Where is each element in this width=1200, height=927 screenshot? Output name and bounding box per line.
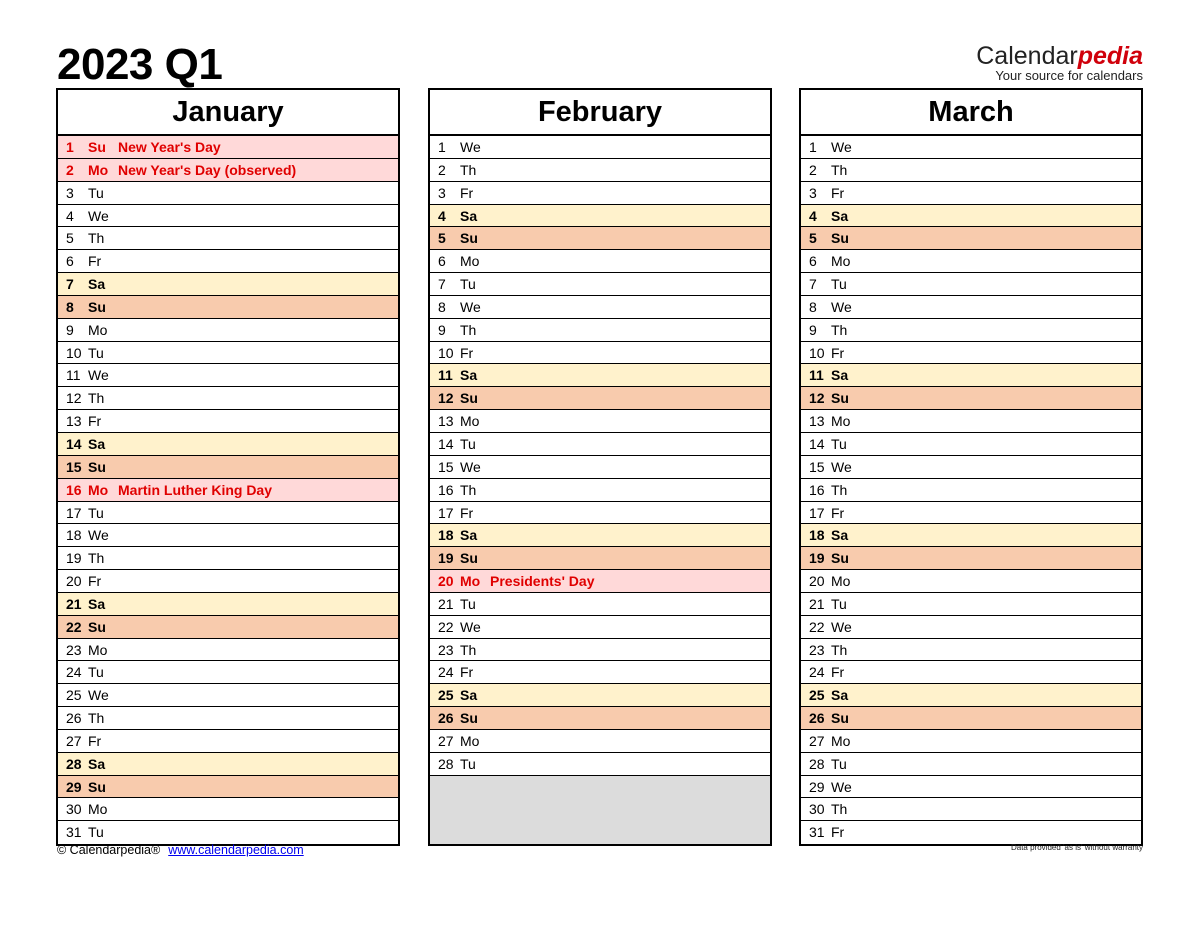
day-row: [801, 821, 1141, 844]
day-number: 8: [66, 298, 74, 315]
day-number: 22: [809, 618, 825, 635]
day-number: 28: [66, 755, 82, 772]
day-number: 26: [66, 710, 82, 727]
day-list: [430, 136, 770, 844]
month-title: February: [430, 90, 770, 136]
day-number: 11: [809, 367, 824, 384]
day-row: [801, 456, 1141, 479]
day-row: [430, 136, 770, 159]
day-row: [58, 433, 398, 456]
day-row: [58, 296, 398, 319]
day-number: 2: [809, 161, 817, 178]
weekday: Fr: [88, 732, 102, 749]
day-row: [430, 616, 770, 639]
day-number: 15: [66, 458, 82, 475]
day-number: 26: [809, 710, 825, 727]
day-row: [430, 524, 770, 547]
brand-logo: [976, 43, 1143, 83]
day-row: [801, 342, 1141, 365]
day-number: 14: [438, 435, 454, 452]
weekday: Su: [831, 390, 849, 407]
weekday: Fr: [460, 184, 474, 201]
weekday: Fr: [831, 344, 845, 361]
day-row: [430, 319, 770, 342]
day-number: 9: [438, 321, 446, 338]
day-number: 31: [809, 824, 825, 841]
day-row: [801, 502, 1141, 525]
day-row: [58, 684, 398, 707]
weekday: Mo: [460, 732, 480, 749]
day-row: [801, 798, 1141, 821]
day-number: 5: [66, 230, 74, 247]
day-number: 17: [66, 504, 82, 521]
day-number: 28: [438, 755, 454, 772]
day-number: 5: [438, 230, 446, 247]
month-january: [56, 88, 400, 846]
weekday: Su: [831, 230, 849, 247]
day-row: [430, 456, 770, 479]
weekday: Mo: [831, 253, 851, 270]
day-number: 4: [66, 207, 74, 224]
empty-days-block: [430, 776, 770, 845]
day-number: 4: [809, 207, 817, 224]
weekday: Fr: [831, 824, 845, 841]
weekday: Mo: [88, 801, 108, 818]
weekday: Fr: [831, 504, 845, 521]
weekday: Tu: [88, 504, 104, 521]
day-row: [430, 410, 770, 433]
day-number: 2: [66, 161, 74, 178]
day-row: [58, 342, 398, 365]
weekday: Su: [88, 778, 106, 795]
weekday: Su: [460, 710, 478, 727]
weekday: Tu: [460, 595, 476, 612]
weekday: Sa: [831, 527, 849, 544]
day-number: 4: [438, 207, 446, 224]
holiday-row: [58, 136, 398, 159]
day-number: 18: [438, 527, 454, 544]
weekday: Sa: [460, 687, 478, 704]
day-number: 11: [438, 367, 453, 384]
day-number: 23: [438, 641, 454, 658]
weekday: We: [460, 298, 481, 315]
day-number: 7: [809, 276, 817, 293]
day-list: [58, 136, 398, 844]
day-row: [58, 593, 398, 616]
weekday: We: [88, 687, 109, 704]
brand-tagline: Your source for calendars: [995, 68, 1143, 83]
weekday: Sa: [88, 755, 106, 772]
day-number: 26: [438, 710, 454, 727]
day-number: 1: [809, 139, 817, 155]
day-row: [430, 159, 770, 182]
day-row: [58, 502, 398, 525]
page-title: 2023 Q1: [57, 40, 223, 89]
day-list: [801, 136, 1141, 844]
day-row: [58, 707, 398, 730]
day-row: [58, 661, 398, 684]
day-row: [58, 387, 398, 410]
day-number: 23: [66, 641, 82, 658]
day-row: [801, 753, 1141, 776]
weekday: Mo: [88, 321, 108, 338]
day-row: [430, 502, 770, 525]
day-number: 11: [66, 367, 81, 384]
day-number: 13: [66, 413, 82, 430]
weekday: Sa: [88, 435, 106, 452]
day-row: [430, 250, 770, 273]
day-row: [58, 456, 398, 479]
weekday: Tu: [88, 664, 104, 681]
weekday: We: [88, 367, 109, 384]
day-row: [58, 639, 398, 662]
brand-name-a: Calendar: [976, 42, 1078, 70]
weekday: Th: [831, 641, 848, 658]
day-row: [801, 205, 1141, 228]
weekday: Th: [460, 161, 477, 178]
month-title: January: [58, 90, 398, 136]
day-number: 3: [438, 184, 446, 201]
day-row: [801, 273, 1141, 296]
weekday: Su: [460, 230, 478, 247]
day-number: 13: [809, 413, 825, 430]
day-number: 20: [66, 573, 82, 590]
day-row: [801, 639, 1141, 662]
day-number: 24: [809, 664, 825, 681]
weekday: Mo: [831, 573, 851, 590]
day-row: [801, 547, 1141, 570]
day-row: [801, 479, 1141, 502]
day-row: [430, 205, 770, 228]
weekday: Tu: [88, 344, 104, 361]
weekday: We: [831, 298, 852, 315]
day-row: [58, 273, 398, 296]
weekday: We: [460, 618, 481, 635]
month-march: [799, 88, 1143, 846]
day-row: [58, 616, 398, 639]
weekday: Th: [831, 161, 848, 178]
day-number: 24: [438, 664, 454, 681]
holiday-row: [58, 159, 398, 182]
day-row: [58, 547, 398, 570]
day-row: [801, 364, 1141, 387]
weekday: Fr: [831, 664, 845, 681]
weekday: Su: [88, 139, 106, 155]
weekday: Fr: [460, 664, 474, 681]
day-number: 21: [66, 595, 82, 612]
brand-name-b: pedia: [1077, 42, 1143, 70]
day-row: [58, 524, 398, 547]
holiday-name: New Year's Day (observed): [118, 161, 297, 178]
day-number: 16: [66, 481, 82, 498]
day-number: 30: [66, 801, 82, 818]
day-number: 20: [809, 573, 825, 590]
day-number: 1: [66, 139, 74, 155]
weekday: Mo: [460, 573, 481, 590]
day-row: [58, 227, 398, 250]
day-number: 19: [66, 550, 82, 567]
weekday: Tu: [831, 435, 847, 452]
day-row: [58, 250, 398, 273]
day-row: [58, 821, 398, 844]
day-number: 10: [438, 344, 454, 361]
weekday: Th: [460, 641, 477, 658]
day-number: 6: [66, 253, 74, 270]
day-row: [58, 730, 398, 753]
month-title: March: [801, 90, 1141, 136]
day-number: 14: [809, 435, 825, 452]
weekday: Th: [88, 390, 105, 407]
day-number: 18: [66, 527, 82, 544]
day-number: 20: [438, 573, 454, 590]
day-number: 7: [66, 276, 74, 293]
weekday: Sa: [831, 687, 849, 704]
day-row: [430, 296, 770, 319]
day-row: [801, 730, 1141, 753]
day-row: [430, 273, 770, 296]
month-february: [428, 88, 772, 846]
day-number: 1: [438, 139, 446, 155]
weekday: Tu: [460, 276, 476, 293]
weekday: Tu: [88, 824, 104, 841]
weekday: Th: [831, 481, 848, 498]
day-row: [430, 593, 770, 616]
weekday: Mo: [88, 161, 109, 178]
day-row: [801, 707, 1141, 730]
weekday: Tu: [831, 755, 847, 772]
day-row: [58, 776, 398, 799]
day-row: [801, 616, 1141, 639]
day-row: [430, 547, 770, 570]
day-number: 21: [438, 595, 454, 612]
day-row: [430, 684, 770, 707]
day-row: [801, 319, 1141, 342]
weekday: Sa: [831, 367, 849, 384]
day-number: 28: [809, 755, 825, 772]
weekday: Tu: [460, 755, 476, 772]
weekday: Mo: [460, 253, 480, 270]
day-row: [430, 639, 770, 662]
day-row: [58, 410, 398, 433]
day-number: 27: [66, 732, 82, 749]
day-number: 16: [809, 481, 825, 498]
weekday: We: [460, 139, 481, 155]
weekday: Su: [460, 550, 478, 567]
day-row: [801, 776, 1141, 799]
weekday: Th: [460, 321, 477, 338]
day-number: 25: [809, 687, 825, 704]
day-number: 21: [809, 595, 825, 612]
day-number: 15: [809, 458, 825, 475]
day-number: 27: [809, 732, 825, 749]
day-number: 15: [438, 458, 454, 475]
day-number: 6: [809, 253, 817, 270]
day-number: 19: [809, 550, 825, 567]
day-number: 25: [66, 687, 82, 704]
day-number: 8: [438, 298, 446, 315]
weekday: Su: [88, 618, 106, 635]
day-number: 18: [809, 527, 825, 544]
day-number: 31: [66, 824, 82, 841]
day-number: 7: [438, 276, 446, 293]
day-number: 6: [438, 253, 446, 270]
weekday: Fr: [460, 504, 474, 521]
day-number: 12: [438, 390, 454, 407]
day-number: 10: [66, 344, 82, 361]
weekday: Fr: [88, 253, 102, 270]
day-number: 22: [66, 618, 82, 635]
day-number: 24: [66, 664, 82, 681]
brand-name: [976, 43, 1143, 69]
day-row: [801, 570, 1141, 593]
weekday: Sa: [831, 207, 849, 224]
day-number: 14: [66, 435, 82, 452]
day-number: 10: [809, 344, 825, 361]
weekday: Fr: [831, 184, 845, 201]
day-row: [801, 684, 1141, 707]
day-row: [430, 227, 770, 250]
day-number: 19: [438, 550, 454, 567]
day-row: [801, 250, 1141, 273]
day-row: [430, 182, 770, 205]
weekday: Mo: [88, 641, 108, 658]
day-row: [430, 342, 770, 365]
day-row: [58, 753, 398, 776]
weekday: Tu: [831, 595, 847, 612]
day-number: 3: [66, 184, 74, 201]
day-number: 16: [438, 481, 454, 498]
day-row: [58, 570, 398, 593]
weekday: Mo: [88, 481, 109, 498]
day-number: 3: [809, 184, 817, 201]
day-row: [430, 479, 770, 502]
weekday: Tu: [831, 276, 847, 293]
weekday: Th: [88, 230, 105, 247]
weekday: Mo: [831, 413, 851, 430]
day-number: 17: [438, 504, 454, 521]
weekday: Su: [88, 458, 106, 475]
weekday: Th: [460, 481, 477, 498]
day-number: 29: [809, 778, 825, 795]
weekday: Th: [88, 550, 105, 567]
day-row: [58, 182, 398, 205]
day-row: [430, 707, 770, 730]
weekday: We: [460, 458, 481, 475]
holiday-name: New Year's Day: [118, 139, 221, 155]
weekday: Sa: [88, 595, 106, 612]
weekday: We: [88, 527, 109, 544]
weekday: Th: [831, 801, 848, 818]
weekday: Sa: [460, 367, 478, 384]
weekday: Tu: [88, 184, 104, 201]
weekday: Su: [88, 298, 106, 315]
copyright-text: © Calendarpedia®: [57, 843, 161, 857]
day-row: [801, 136, 1141, 159]
day-row: [801, 182, 1141, 205]
website-link[interactable]: www.calendarpedia.com: [168, 843, 304, 857]
day-number: 30: [809, 801, 825, 818]
holiday-name: Presidents' Day: [490, 573, 595, 590]
holiday-row: [58, 479, 398, 502]
weekday: We: [831, 139, 852, 155]
day-number: 12: [809, 390, 825, 407]
day-row: [58, 798, 398, 821]
day-number: 22: [438, 618, 454, 635]
weekday: Su: [460, 390, 478, 407]
weekday: We: [831, 458, 852, 475]
day-row: [801, 433, 1141, 456]
weekday: Sa: [88, 276, 106, 293]
weekday: Sa: [460, 207, 478, 224]
day-row: [430, 364, 770, 387]
day-row: [801, 387, 1141, 410]
holiday-row: [430, 570, 770, 593]
day-row: [58, 364, 398, 387]
weekday: We: [831, 618, 852, 635]
weekday: Tu: [460, 435, 476, 452]
weekday: Th: [831, 321, 848, 338]
day-number: 9: [809, 321, 817, 338]
day-number: 12: [66, 390, 82, 407]
day-number: 29: [66, 778, 82, 795]
day-number: 8: [809, 298, 817, 315]
day-row: [801, 524, 1141, 547]
holiday-name: Martin Luther King Day: [118, 481, 273, 498]
day-row: [430, 730, 770, 753]
day-row: [801, 159, 1141, 182]
weekday: We: [88, 207, 109, 224]
day-row: [801, 227, 1141, 250]
day-number: 2: [438, 161, 446, 178]
day-number: 23: [809, 641, 825, 658]
day-row: [430, 753, 770, 776]
day-number: 25: [438, 687, 454, 704]
weekday: Fr: [460, 344, 474, 361]
footer-copyright: [57, 843, 304, 857]
day-number: 17: [809, 504, 825, 521]
day-row: [801, 296, 1141, 319]
weekday: Sa: [460, 527, 478, 544]
weekday: Su: [831, 550, 849, 567]
day-number: 13: [438, 413, 454, 430]
day-row: [58, 205, 398, 228]
day-row: [430, 661, 770, 684]
day-row: [801, 593, 1141, 616]
day-number: 27: [438, 732, 454, 749]
weekday: Fr: [88, 573, 102, 590]
weekday: Mo: [460, 413, 480, 430]
weekday: Su: [831, 710, 849, 727]
day-row: [58, 319, 398, 342]
weekday: Th: [88, 710, 105, 727]
day-number: 5: [809, 230, 817, 247]
weekday: Mo: [831, 732, 851, 749]
day-row: [430, 433, 770, 456]
day-row: [801, 661, 1141, 684]
weekday: Fr: [88, 413, 102, 430]
day-row: [801, 410, 1141, 433]
weekday: We: [831, 778, 852, 795]
day-row: [430, 387, 770, 410]
footer-disclaimer: Data provided 'as is' without warranty: [1010, 843, 1143, 852]
day-number: 9: [66, 321, 74, 338]
